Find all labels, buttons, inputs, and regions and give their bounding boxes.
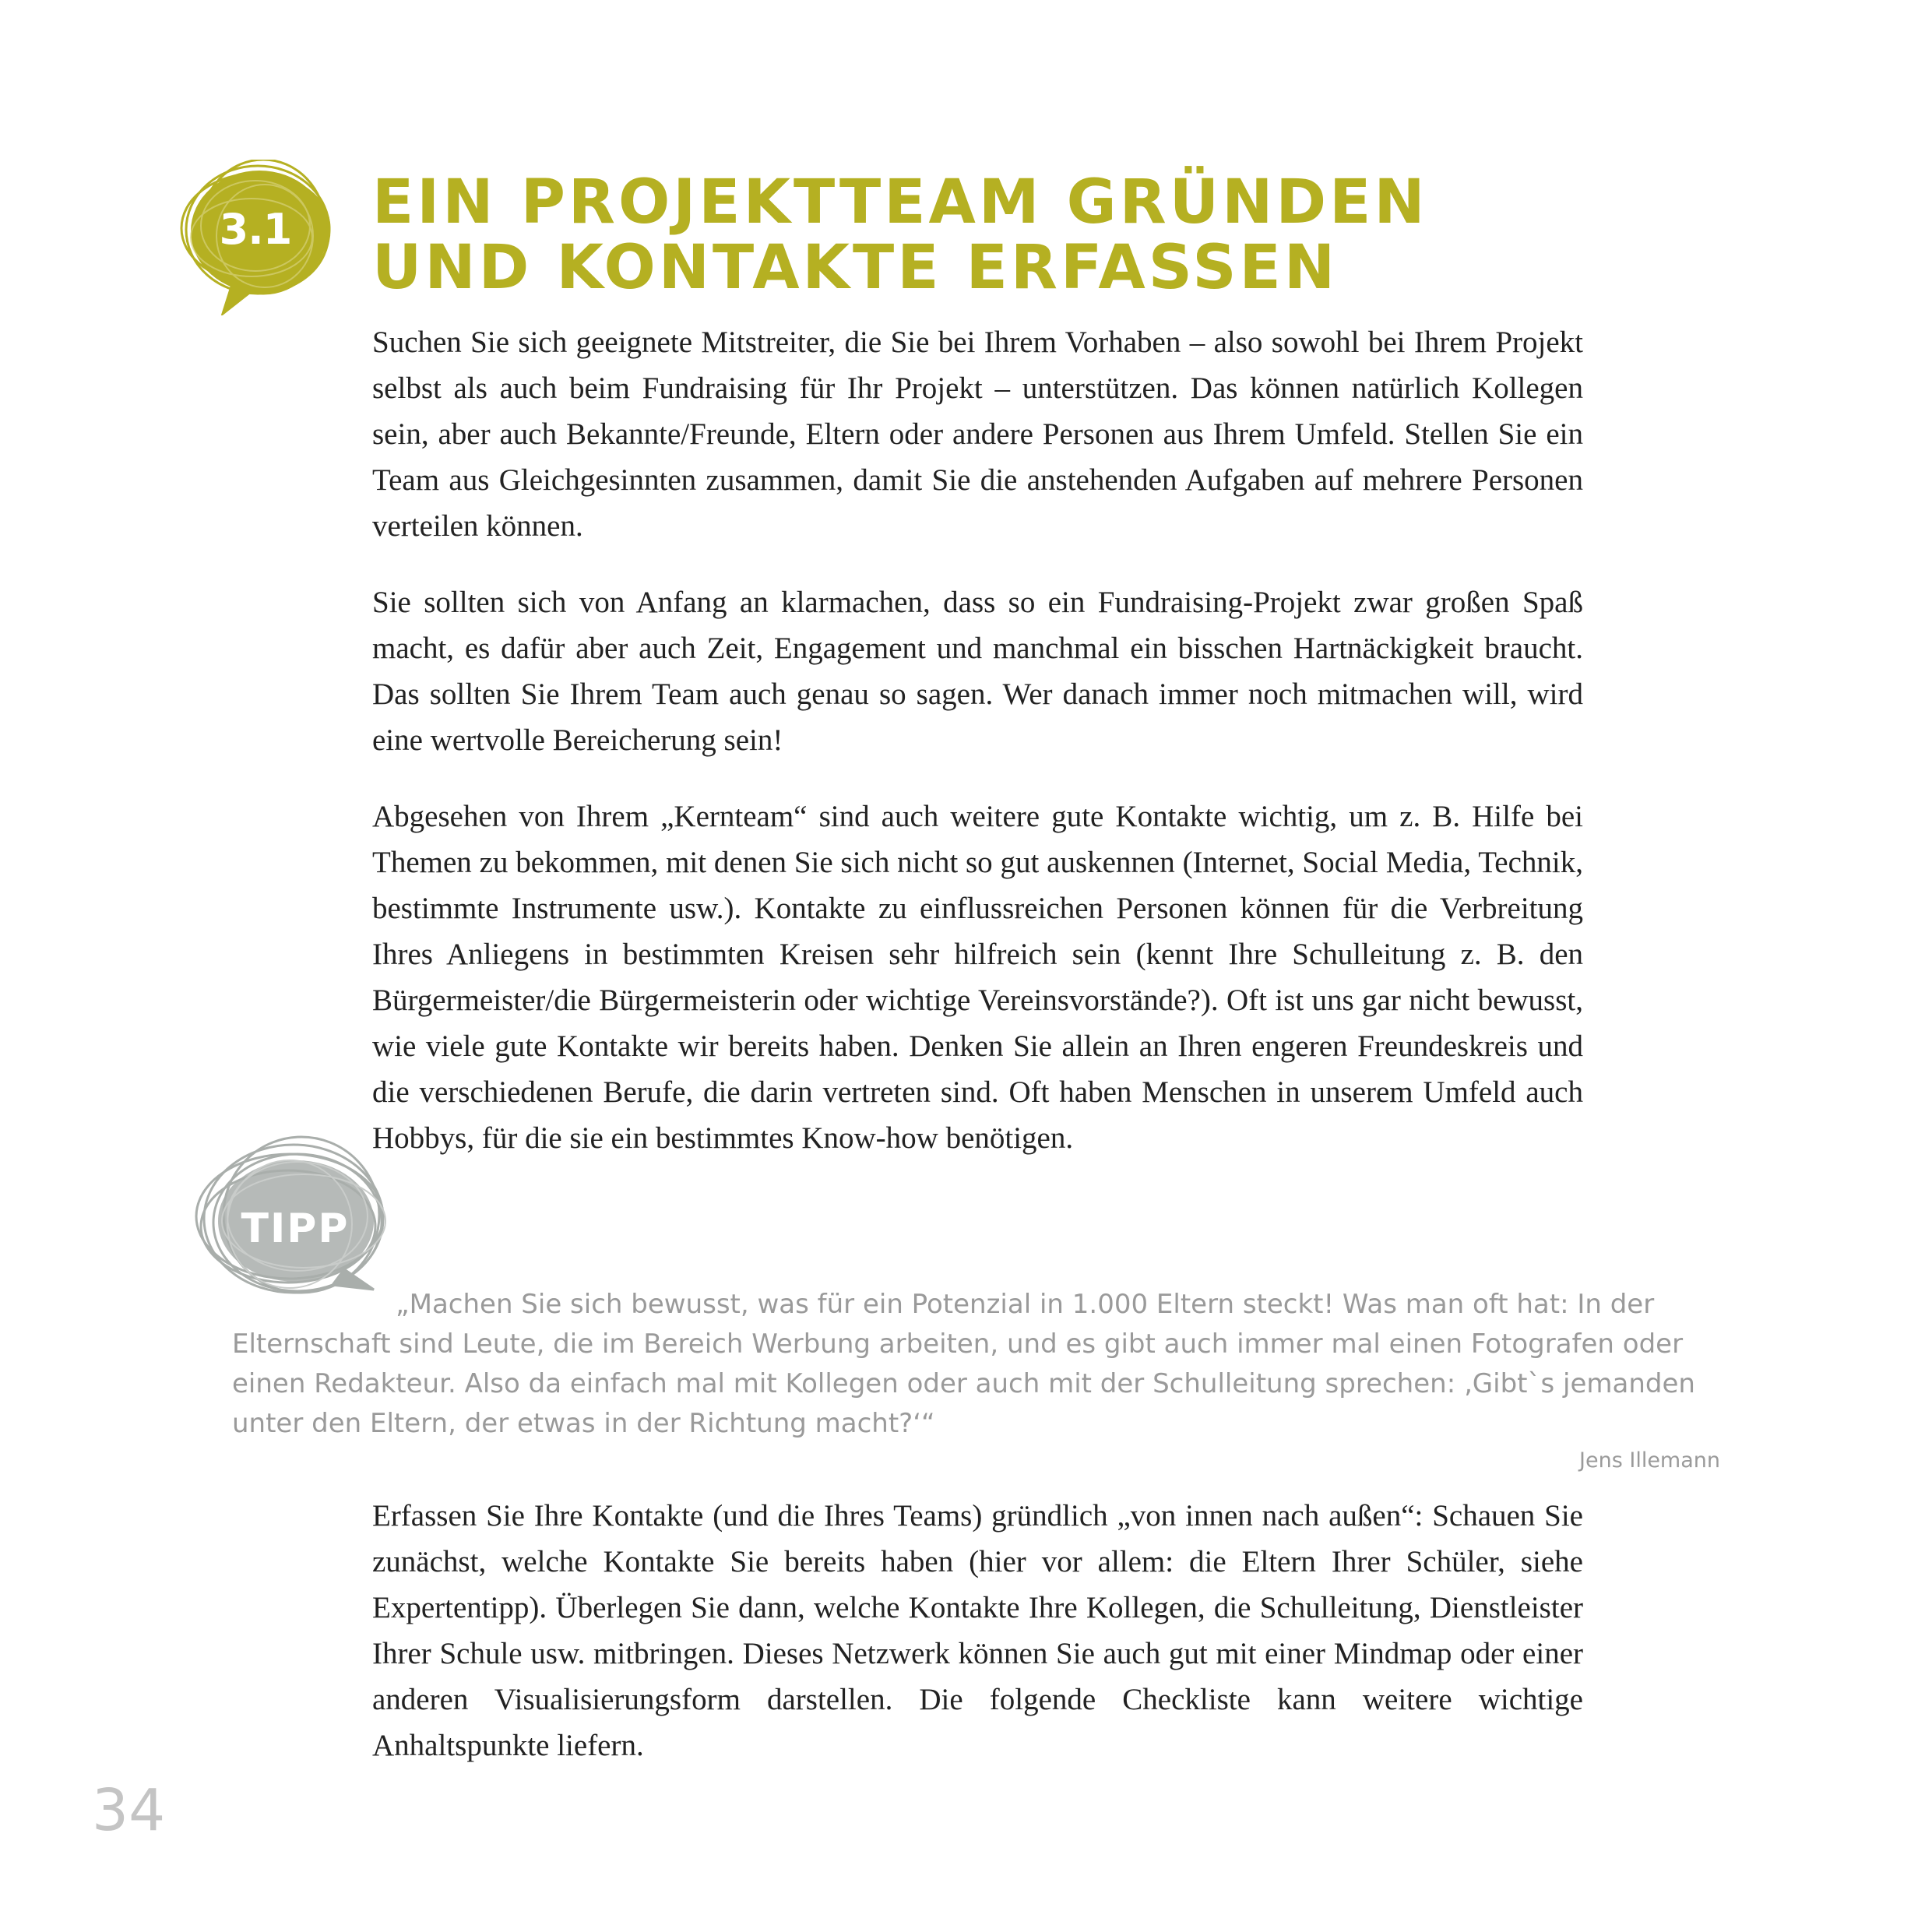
paragraph: Erfassen Sie Ihre Kontakte (und die Ihres Teams) gründlich „von innen nach außen“: Schauen Sie zunächst, welche Kontakte Sie bereits haben (hier vor allem: die Eltern Ihrer Schüler, siehe Expertentipp). Überlegen Sie dann, welche Kontakte Ihre Kollegen, die Schulleitung, Dienstleister Ihrer Schule usw. mitbringen. Dieses Netzwerk können Sie auch gut mit einer Mindmap oder einer anderen Visualisierungsform darstellen. Die folgende Checkliste kann weitere wichtige Anhaltspunkte liefern. xyxy=(372,1499,1583,1762)
section-title-line-2: UND KONTAKTE ERFASSEN xyxy=(372,233,1339,303)
section-title xyxy=(372,167,1774,303)
page-number: 34 xyxy=(92,1777,166,1844)
tip-label: TIPP xyxy=(241,1205,350,1252)
body-text-contacts xyxy=(372,1493,1583,1799)
paragraph: Abgesehen von Ihrem „Kernteam“ sind auch weitere gute Kontakte wichtig, um z. B. Hilfe bei Themen zu bekommen, mit denen Sie sich nicht so gut auskennen (Internet, Social Media, Technik, bestimmte Instrumente usw.). Kontakte zu einflussreichen Personen können für die Verbreitung Ihres Anliegens in bestimmten Kreisen sehr hilfreich sein (kennt Ihre Schulleitung z. B. den Bürgermeister/die Bürgermeisterin oder wichtige Vereinsvorstände?). Oft ist uns gar nicht bewusst, wie viele gute Kontakte wir bereits haben. Denken Sie allein an Ihren engeren Freundeskreis und die verschiedenen Berufe, die darin vertreten sind. Oft haben Menschen in unserem Umfeld auch Hobbys, für die sie ein bestimmtes Know-how benötigen. xyxy=(372,800,1583,1155)
tip-quote-author: Jens Illemann xyxy=(1579,1448,1720,1473)
paragraph: Suchen Sie sich geeignete Mitstreiter, die Sie bei Ihrem Vorhaben – also sowohl bei Ihrem Projekt selbst als auch beim Fundraising für Ihr Projekt – unterstützen. Das können natürlich Kollegen sein, aber auch Bekannte/Freunde, Eltern oder andere Personen aus Ihrem Umfeld. Stellen Sie ein Team aus Gleichgesinnten zusammen, damit Sie die anstehenden Aufgaben auf mehrere Personen verteilen können. xyxy=(372,326,1583,543)
section-number: 3.1 xyxy=(219,205,292,254)
section-title-line-1: EIN PROJEKTTEAM GRÜNDEN xyxy=(372,167,1428,238)
body-text-intro xyxy=(372,319,1583,1191)
tip-quote: „Machen Sie sich bewusst, was für ein Potenzial in 1.000 Eltern steckt! Was man oft hat: In der Elternschaft sind Leute, die im Bereich Werbung arbeiten, und es gibt auch immer mal einen Fotografen oder einen Redakteur. Also da einfach mal mit Kollegen oder auch mit der Schulleitung sprechen: ‚Gibt`s jemanden unter den Eltern, der etwas in der Richtung macht?‘“ xyxy=(232,1289,1695,1439)
section-number-badge xyxy=(178,160,341,315)
paragraph: Sie sollten sich von Anfang an klarmachen, dass so ein Fundraising-Projekt zwar großen Spaß macht, es dafür aber auch Zeit, Engagement und manchmal ein bisschen Hartnäckigkeit braucht. Das sollten Sie Ihrem Team auch genau so sagen. Wer danach immer noch mitmachen will, wird eine wertvolle Bereicherung sein! xyxy=(372,586,1583,757)
